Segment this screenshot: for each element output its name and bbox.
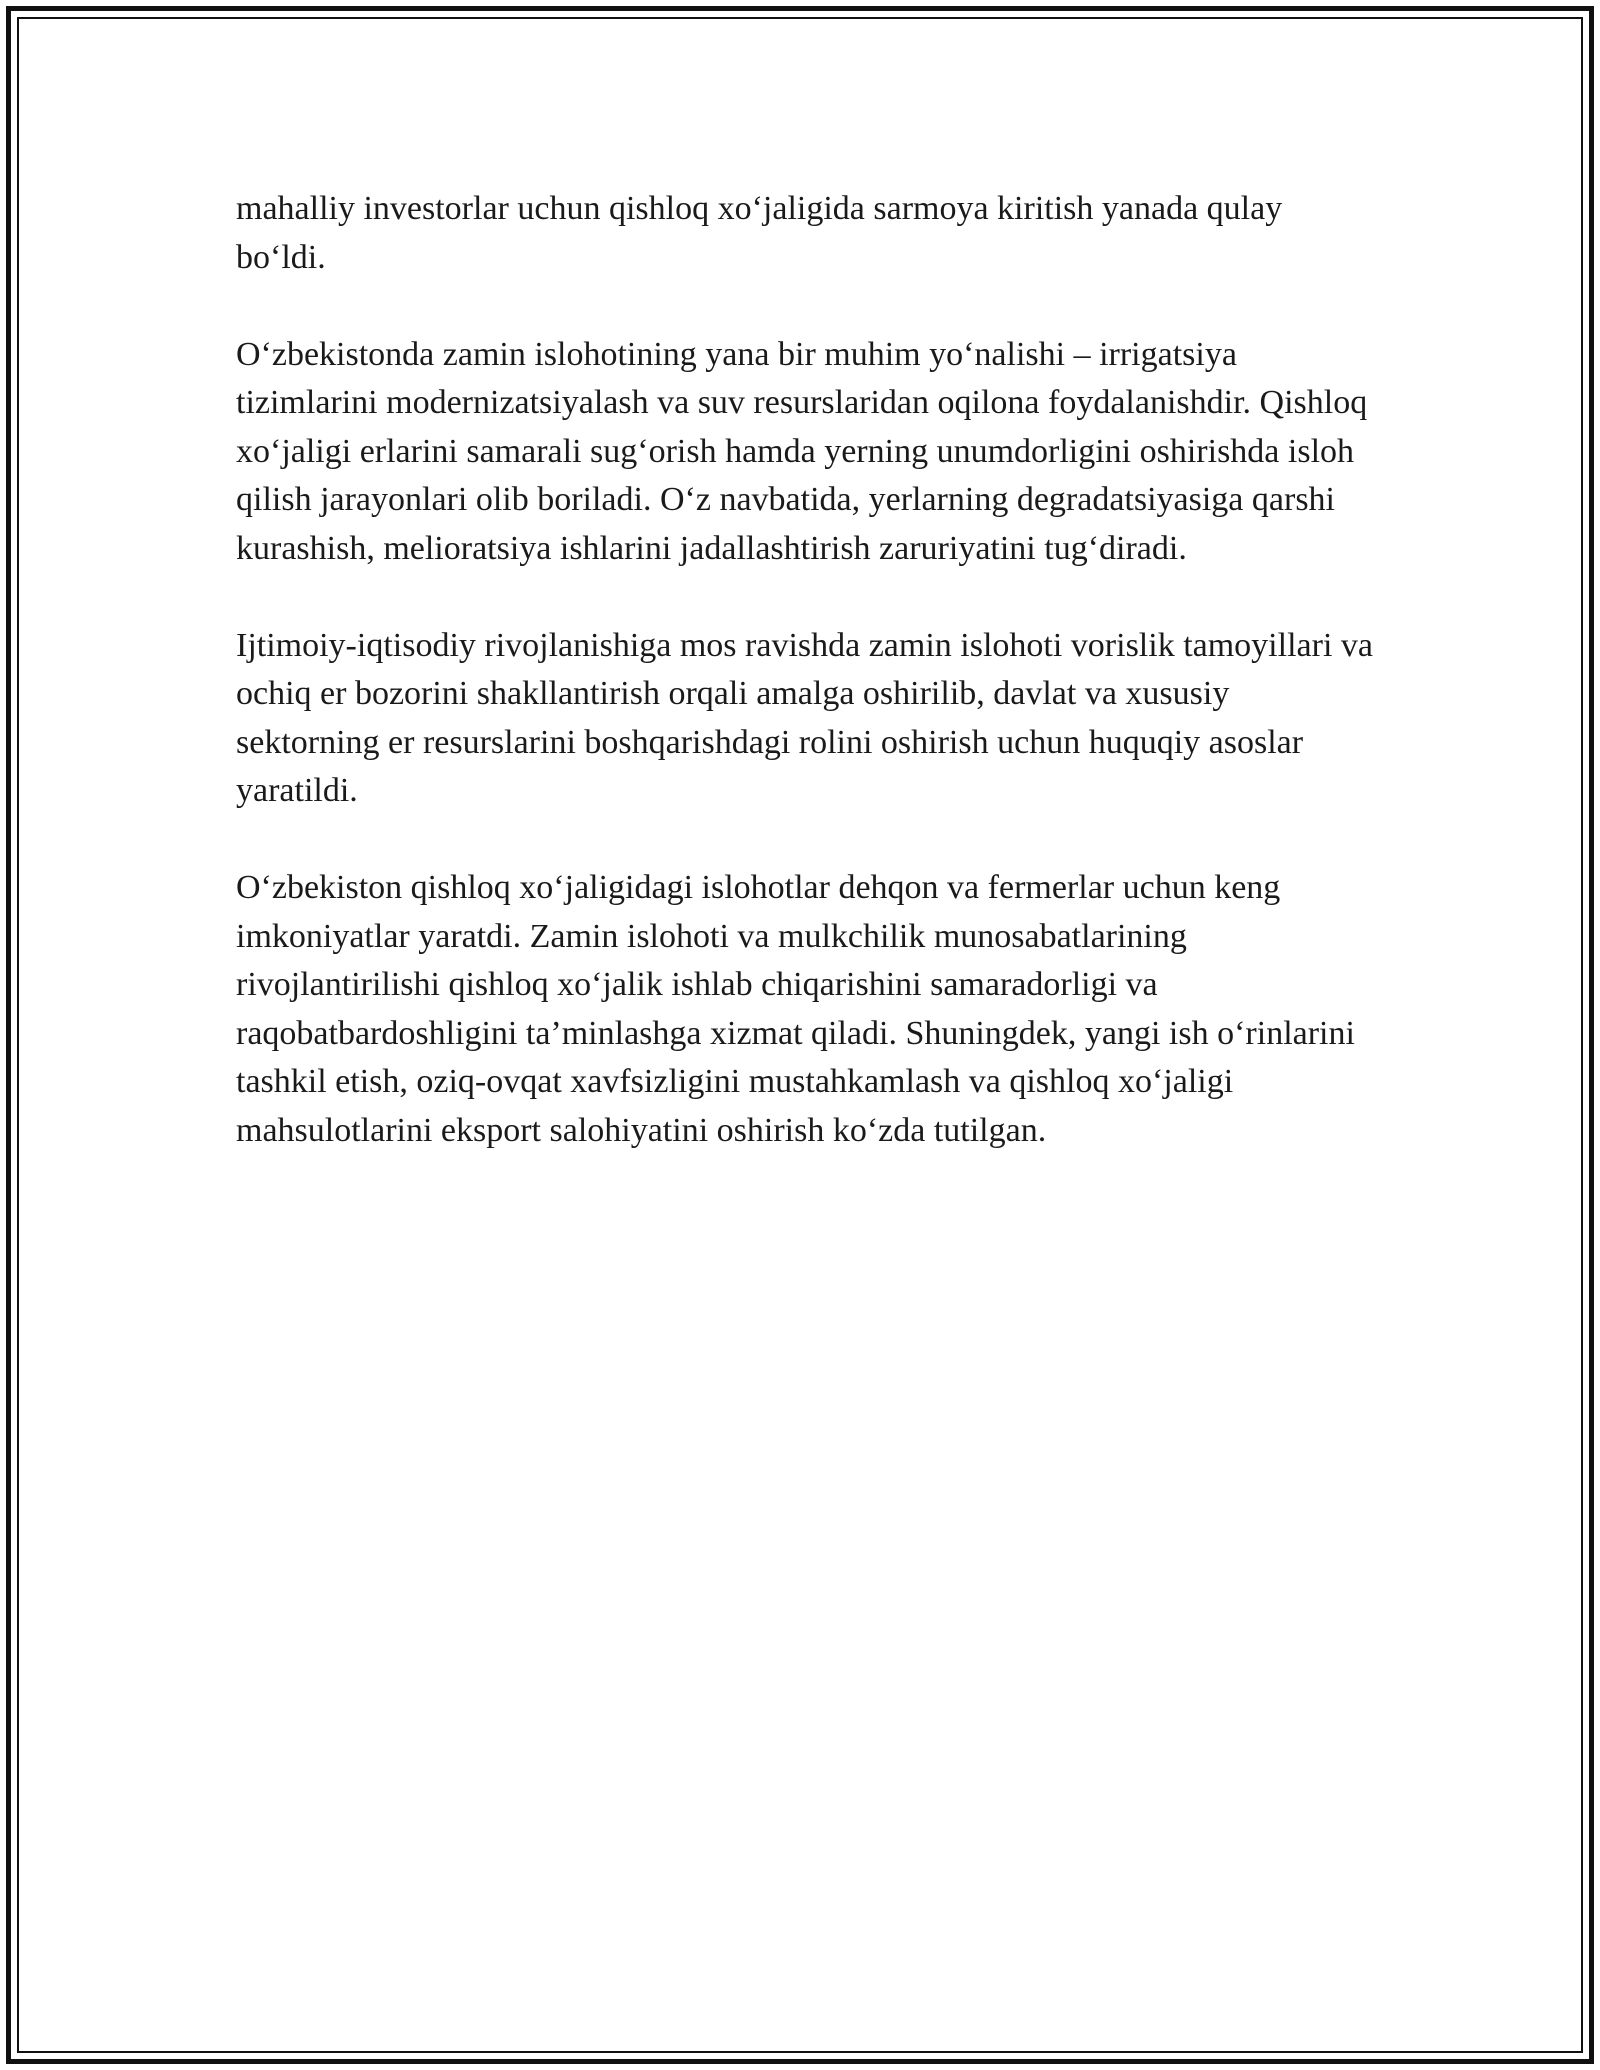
paragraph-1: mahalliy investorlar uchun qishloq xo‘jaligida sarmoya kiritish yanada qulay bo‘ldi. <box>236 190 1283 276</box>
paragraph-2: O‘zbekistonda zamin islohotining yana bir muhim yo‘nalishi – irrigatsiya tizimlarini modernizatsiyalash va suv resurslaridan oqilona foydalanishdir. Qishloq xo‘jaligi erlarini samarali sug‘orish hamda yerning unumdorligini oshirishda isloh qilish jarayonlari olib boriladi. O‘z navbatida, yerlarning degradatsiyasiga qarshi kurashish, melioratsiya ishlarini jadallashtirish zaruriyatini tug‘diradi. <box>236 335 1368 567</box>
paragraph-4: O‘zbekiston qishloq xo‘jaligidagi islohotlar dehqon va fermerlar uchun keng imkoniyatlar yaratdi. Zamin islohoti va mulkchilik munosabatlarining rivojlantirilishi qishloq xo‘jalik ishlab chiqarishini samaradorligi va raqobatbardoshligini ta’minlashga xizmat qiladi. Shuningdek, yangi ish o‘rinlarini tashkil etish, oziq-ovqat xavfsizligini mustahkamlash va qishloq xo‘jaligi mahsulotlarini eksport salohiyatini oshirish ko‘zda tutilgan. <box>236 869 1355 1149</box>
paragraph-3: Ijtimoiy-iqtisodiy rivojlanishiga mos ravishda zamin islohoti vorislik tamoyillari va ochiq er bozorini shakllantirish orqali amalga oshirilib, davlat va xususiy sektorning er resurslarini boshqarishdagi rolini oshirish uchun huquqiy asoslar yaratildi. <box>236 626 1373 809</box>
document-body <box>236 185 1376 1204</box>
